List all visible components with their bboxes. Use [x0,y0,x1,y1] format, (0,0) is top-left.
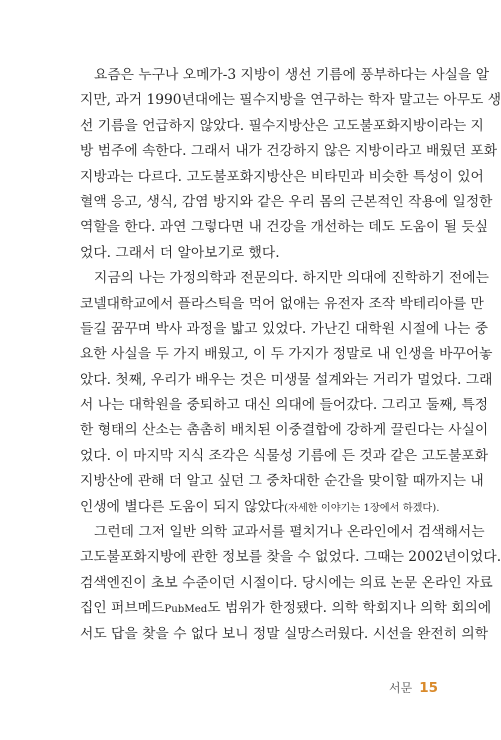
text-line: 요한 사실을 두 가지 배웠고, 이 두 가지가 정말로 내 인생을 바꾸어놓 [80,346,493,363]
text-line: 았다. 첫째, 우리가 배우는 것은 미생물 설계와는 거리가 멀었다. 그래 [80,371,493,388]
text-line: 요즘은 누구나 오메가-3 지방이 생선 기름에 풍부하다는 사실을 알 [94,67,490,83]
text-line: 고도불포화지방에 관한 정보를 찾을 수 없었다. 그때는 2002년이었다. [80,549,501,566]
page-number: 15 [419,680,438,696]
text-line [80,495,440,520]
text-line [80,596,492,621]
text-line: 지만, 과거 1990년대에는 필수지방을 연구하는 학자 말고는 아무도 생 [80,92,501,109]
text-line: 혈액 응고, 생식, 감염 방지와 같은 우리 몸의 근본적인 작용에 일정한 [80,193,493,210]
text-segment: 집인 퍼브메드 [80,600,165,617]
footnote-reference: (자세한 이야기는 1장에서 하겠다). [284,502,440,514]
text-line: 선 기름을 언급하지 않았다. 필수지방산은 고도불포화지방이라는 지 [80,117,484,134]
text-line: 역할을 한다. 과연 그렇다면 내 건강을 개선하는 데도 도움이 될 듯싶 [80,219,489,236]
text-line: 지방과는 다르다. 고도불포화지방산은 비타민과 비슷한 특성이 있어 [80,168,484,185]
text-line: 방 범주에 속한다. 그래서 내가 건강하지 않은 지방이라고 배웠던 포화 [80,143,498,160]
body-text [80,63,501,647]
text-segment: 도 범위가 한정됐다. 의학 학회지나 의학 회의에 [207,600,492,617]
text-line: 지방산에 관해 더 알고 싶던 그 중차대한 순간을 맞이할 때까지는 내 [80,473,484,490]
text-line: 코넬대학교에서 플라스틱을 먹어 없애는 유전자 조작 박테리아를 만 [80,295,484,312]
text-line: 서도 답을 찾을 수 없다 보니 정말 실망스러웠다. 시선을 완전히 의학 [80,625,489,642]
text-line: 그런데 그저 일반 의학 교과서를 펼치거나 온라인에서 검색해서는 [94,524,485,541]
text-line: 지금의 나는 가정의학과 전문의다. 하지만 의대에 진학하기 전에는 [94,270,489,287]
page-footer [378,679,438,699]
section-label: 서문 [389,681,413,695]
text-line: 서 나는 대학원을 중퇴하고 대신 의대에 들어갔다. 그리고 둘째, 특정 [80,397,489,414]
text-segment: 인생에 별다른 도움이 되지 않았다 [80,498,285,515]
text-line: 었다. 그래서 더 알아보기로 했다. [80,244,280,261]
pubmed-label: PubMed [164,604,208,616]
text-line: 한 형태의 산소는 촘촘히 배치된 이중결합에 강하게 끌린다는 사실이 [80,422,489,439]
text-line: 었다. 이 마지막 지식 조각은 식물성 기름에 든 것과 같은 고도불포화 [80,447,489,464]
text-line: 검색엔진이 초보 수준이던 시절이다. 당시에는 의료 논문 온라인 자료 [80,574,493,591]
text-line: 들길 꿈꾸며 박사 과정을 밟고 있었다. 가난긴 대학원 시절에 나는 중 [80,320,489,337]
